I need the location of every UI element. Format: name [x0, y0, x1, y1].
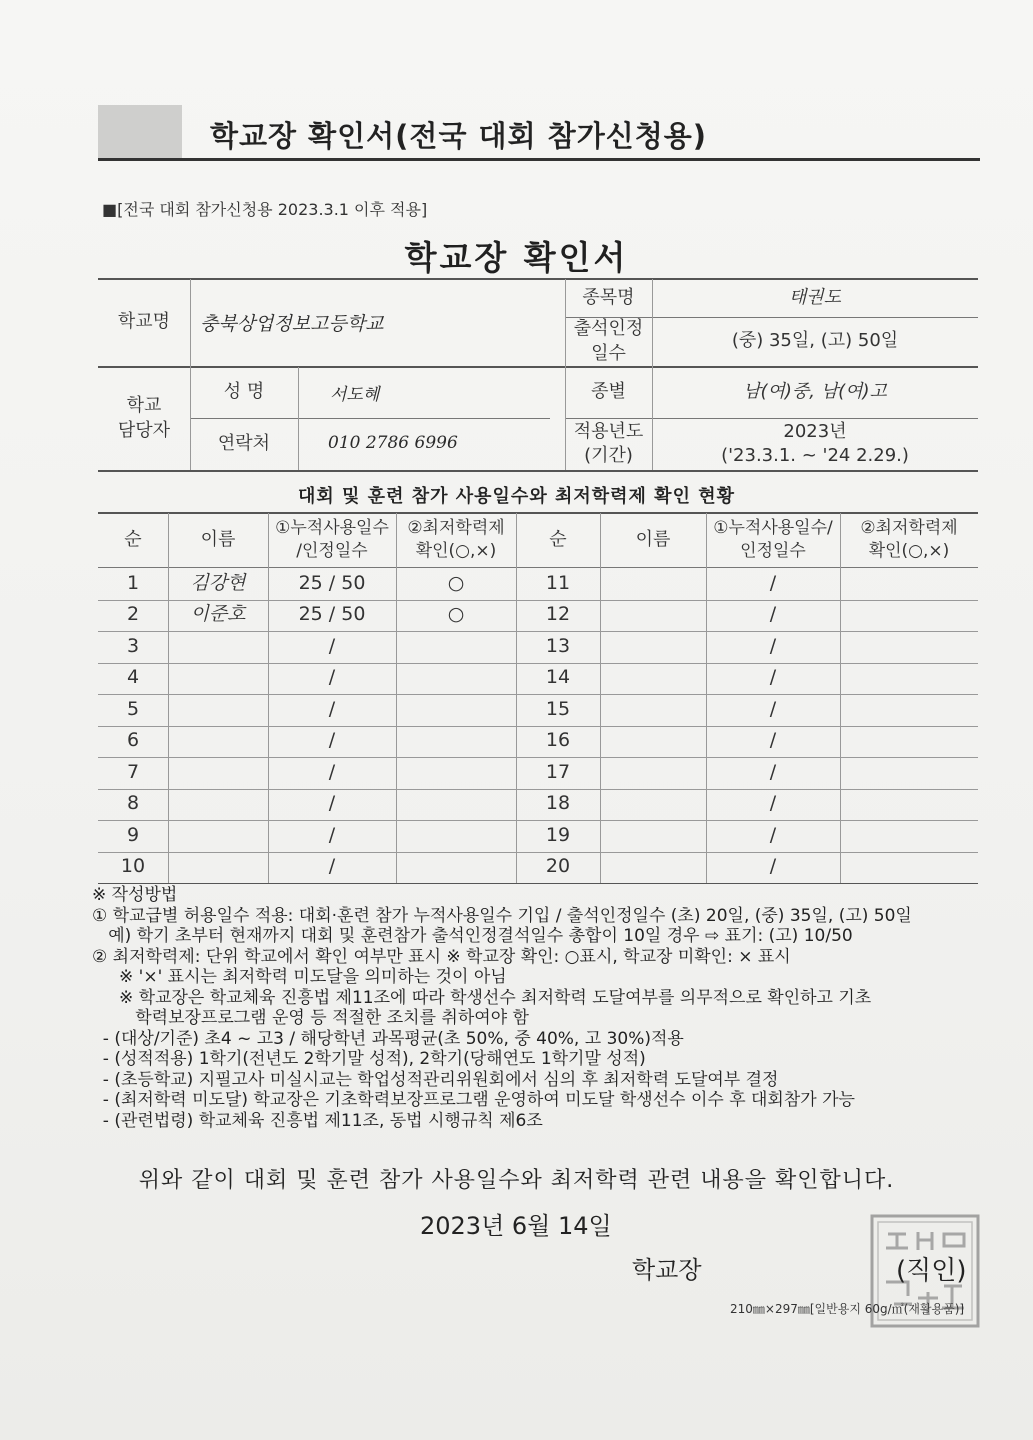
year-label-line1: 적용년도 — [573, 420, 644, 442]
header-min-left — [396, 513, 516, 567]
instruction-line: 학력보장프로그램 운영 등 적절한 조치를 취하여야 함 — [92, 1008, 529, 1028]
year-label-line2: (기간) — [584, 445, 633, 466]
table-cell-l-days: / — [328, 634, 336, 657]
table-cell-r-no: 12 — [545, 603, 571, 626]
table-cell-l-min — [396, 631, 516, 663]
attendance-label — [565, 317, 652, 366]
attendance-label-line1: 출석인정 — [573, 318, 644, 340]
instruction-line: 예) 학기 초부터 현재까지 대회 및 훈련참가 출석인정결석일수 총합이 10일 경우 ⇨ 표기: (고) 10/50 — [92, 926, 853, 946]
table-cell-r-no: 16 — [545, 729, 571, 752]
table-cell-l-no: 6 — [126, 729, 140, 752]
principal-label: 학교장 — [632, 1256, 702, 1284]
table-cell-r-days: / — [769, 760, 777, 783]
year-value — [652, 418, 978, 470]
instruction-line: - (최저학력 미도달) 학교장은 기초학력보장프로그램 운영하여 미도달 학생선수 이수 후 대회참가 가능 — [92, 1090, 855, 1110]
header-min-right — [840, 513, 978, 567]
seal-label: (직인) — [896, 1256, 967, 1286]
name-value: 서도혜 — [330, 384, 380, 405]
table-cell-r-days: / — [769, 792, 777, 815]
table-cell-l-min — [396, 757, 516, 789]
event-value: 태권도 — [788, 286, 842, 308]
table-cell-r-name — [600, 852, 706, 884]
header-days-left-line2: /인정일수 — [296, 541, 368, 561]
instruction-line: ※ '×' 표시는 최저학력 미도달을 의미하는 것이 아님 — [92, 967, 507, 987]
header-no-left: 순 — [124, 528, 142, 550]
table-cell-r-name — [600, 757, 706, 789]
header-no-right: 순 — [549, 528, 567, 550]
table-cell-l-name — [168, 694, 268, 726]
table-cell-l-name: 이준호 — [190, 603, 246, 626]
info-bottom-border — [98, 470, 978, 472]
table-cell-l-no: 1 — [126, 571, 140, 594]
header-min-left-line1: ②최저학력제 — [407, 518, 505, 539]
table-cell-l-min: ○ — [447, 603, 465, 626]
instruction-line: ※ 작성방법 — [92, 885, 178, 905]
table-cell-l-no: 3 — [126, 634, 140, 657]
signature-date: 2023년 6월 14일 — [420, 1212, 612, 1240]
name-label: 성 명 — [223, 381, 265, 403]
instruction-line: - (성적적용) 1학기(전년도 2학기말 성적), 2학기(당해연도 1학기말 성적) — [92, 1049, 646, 1069]
table-cell-l-min — [396, 663, 516, 695]
table-cell-l-name — [168, 820, 268, 852]
table-cell-l-min: ○ — [447, 571, 465, 594]
instruction-line: - (관련법령) 학교체육 진흥법 제11조, 동법 시행규칙 제6조 — [92, 1110, 543, 1131]
table-column-divider — [600, 513, 601, 883]
table-row-divider — [98, 883, 978, 884]
writing-instructions — [92, 885, 992, 1131]
table-cell-r-no: 15 — [545, 697, 571, 720]
header-title: 학교장 확인서(전국 대회 참가신청용) — [210, 119, 708, 153]
table-cell-r-min — [840, 820, 978, 852]
year-value-line1: 2023년 — [783, 420, 847, 442]
document-title: 학교장 확인서 — [404, 238, 629, 277]
table-cell-r-no: 14 — [545, 666, 571, 689]
section-title: 대회 및 훈련 참가 사용일수와 최저학력제 확인 현황 — [297, 486, 735, 507]
table-cell-l-min — [396, 789, 516, 821]
table-cell-l-name — [168, 726, 268, 758]
notice-text: ■[전국 대회 참가신청용 2023.3.1 이후 적용] — [102, 200, 428, 219]
header-min-left-line2: 확인(○,×) — [415, 541, 497, 561]
table-cell-r-days: / — [769, 571, 777, 594]
table-cell-r-days: / — [769, 666, 777, 689]
table-cell-r-no: 13 — [545, 634, 571, 657]
table-cell-l-days: / — [328, 792, 336, 815]
table-cell-r-no: 18 — [545, 792, 571, 815]
table-cell-r-days: / — [769, 823, 777, 846]
paper-spec-footer: 210㎜×297㎜[일반용지 60g/㎡(재활용품)] — [730, 1302, 965, 1316]
header-days-right-line2: 인정일수 — [740, 541, 806, 561]
table-cell-r-no: 11 — [545, 571, 571, 594]
instruction-line: ※ 학교장은 학교체육 진흥법 제11조에 따라 학생선수 최저학력 도달여부를 의무적으로 확인하고 기초 — [92, 987, 872, 1008]
table-cell-r-min — [840, 789, 978, 821]
table-column-divider — [396, 513, 397, 883]
instruction-line: ① 학교급별 허용일수 적용: 대회·훈련 참가 누적사용일수 기입 / 출석인정일수 (초) 20일, (중) 35일, (고) 50일 — [92, 905, 912, 926]
table-cell-l-name — [168, 757, 268, 789]
table-cell-l-name — [168, 789, 268, 821]
table-cell-r-min — [840, 568, 978, 600]
table-column-divider — [840, 513, 841, 883]
table-cell-l-days: / — [328, 729, 336, 752]
table-cell-r-no: 17 — [545, 760, 571, 783]
table-cell-l-no: 7 — [126, 760, 140, 783]
header-days-left-line1: ①누적사용일수 — [275, 518, 389, 539]
table-cell-l-no: 5 — [126, 697, 140, 720]
table-cell-l-no: 4 — [126, 666, 140, 689]
school-label: 학교명 — [117, 311, 171, 333]
table-cell-r-days: / — [769, 855, 777, 878]
table-cell-r-min — [840, 600, 978, 632]
table-cell-l-name — [168, 852, 268, 884]
table-cell-l-no: 8 — [126, 792, 140, 815]
table-cell-l-days: / — [328, 855, 336, 878]
table-cell-l-min — [396, 820, 516, 852]
table-cell-l-days: 25 / 50 — [298, 603, 366, 626]
info-vline — [298, 367, 299, 470]
table-cell-r-days: / — [769, 634, 777, 657]
header-days-right-line1: ①누적사용일수/ — [713, 518, 833, 539]
table-cell-r-min — [840, 852, 978, 884]
attendance-label-line2: 일수 — [591, 342, 626, 364]
table-cell-r-name — [600, 600, 706, 632]
manager-label-line2: 담당자 — [117, 419, 171, 441]
table-cell-l-days: / — [328, 823, 336, 846]
table-cell-r-name — [600, 820, 706, 852]
table-cell-l-days: / — [328, 697, 336, 720]
table-cell-r-days: / — [769, 729, 777, 752]
table-cell-l-no: 2 — [126, 603, 140, 626]
category-label: 종별 — [591, 381, 626, 403]
table-cell-r-name — [600, 568, 706, 600]
header-name-left: 이름 — [200, 528, 236, 550]
year-label — [565, 418, 652, 470]
table-cell-r-days: / — [769, 697, 777, 720]
table-cell-l-days: / — [328, 760, 336, 783]
table-column-divider — [706, 513, 707, 883]
table-column-divider — [516, 513, 517, 883]
manager-label — [98, 367, 190, 470]
instruction-line: ② 최저학력제: 단위 학교에서 확인 여부만 표시 ※ 학교장 확인: ○표시, 학교장 미확인: × 표시 — [92, 946, 791, 967]
table-cell-l-name — [168, 663, 268, 695]
table-cell-l-min — [396, 726, 516, 758]
year-value-line2: ('23.3.1. ~ '24 2.29.) — [721, 445, 909, 466]
table-cell-l-min — [396, 852, 516, 884]
table-cell-l-days: / — [328, 666, 336, 689]
contact-label: 연락처 — [217, 432, 271, 454]
table-cell-r-min — [840, 726, 978, 758]
header-days-right — [706, 513, 840, 567]
instruction-line: - (초등학교) 지필고사 미실시교는 학업성적관리위원회에서 심의 후 최저학력 도달여부 결정 — [92, 1069, 779, 1090]
event-label: 종목명 — [582, 286, 635, 308]
table-column-divider — [268, 513, 269, 883]
table-cell-l-name — [168, 631, 268, 663]
manager-label-line1: 학교 — [126, 395, 162, 417]
confirmation-text: 위와 같이 대회 및 훈련 참가 사용일수와 최저학력 관련 내용을 확인합니다. — [138, 1168, 895, 1193]
table-cell-r-days: / — [769, 603, 777, 626]
table-cell-r-name — [600, 694, 706, 726]
table-cell-r-no: 20 — [545, 855, 571, 878]
table-cell-l-no: 9 — [126, 823, 140, 846]
table-cell-l-days: 25 / 50 — [298, 571, 366, 594]
table-cell-r-name — [600, 663, 706, 695]
table-cell-r-min — [840, 757, 978, 789]
table-cell-r-name — [600, 789, 706, 821]
header-min-right-line2: 확인(○,×) — [868, 541, 950, 561]
contact-value: 010 2786 6996 — [328, 432, 458, 453]
table-cell-l-name: 김강현 — [190, 571, 246, 594]
table-column-divider — [168, 513, 169, 883]
header-days-left — [268, 513, 396, 567]
table-cell-r-min — [840, 631, 978, 663]
header-name-right: 이름 — [635, 528, 671, 550]
school-value: 충북상업정보고등학교 — [200, 313, 384, 336]
table-cell-r-name — [600, 631, 706, 663]
table-cell-l-min — [396, 694, 516, 726]
category-value: 남(여)중, 남(여)고 — [743, 381, 887, 403]
table-cell-r-min — [840, 694, 978, 726]
table-cell-r-name — [600, 726, 706, 758]
attendance-value: (중) 35일, (고) 50일 — [731, 330, 899, 352]
instruction-line: - (대상/기준) 초4 ~ 고3 / 해당학년 과목평균(초 50%, 중 40%, 고 30%)적용 — [92, 1028, 684, 1049]
table-cell-l-no: 10 — [120, 855, 146, 878]
table-cell-r-min — [840, 663, 978, 695]
table-cell-r-no: 19 — [545, 823, 571, 846]
header-min-right-line1: ②최저학력제 — [860, 518, 958, 539]
